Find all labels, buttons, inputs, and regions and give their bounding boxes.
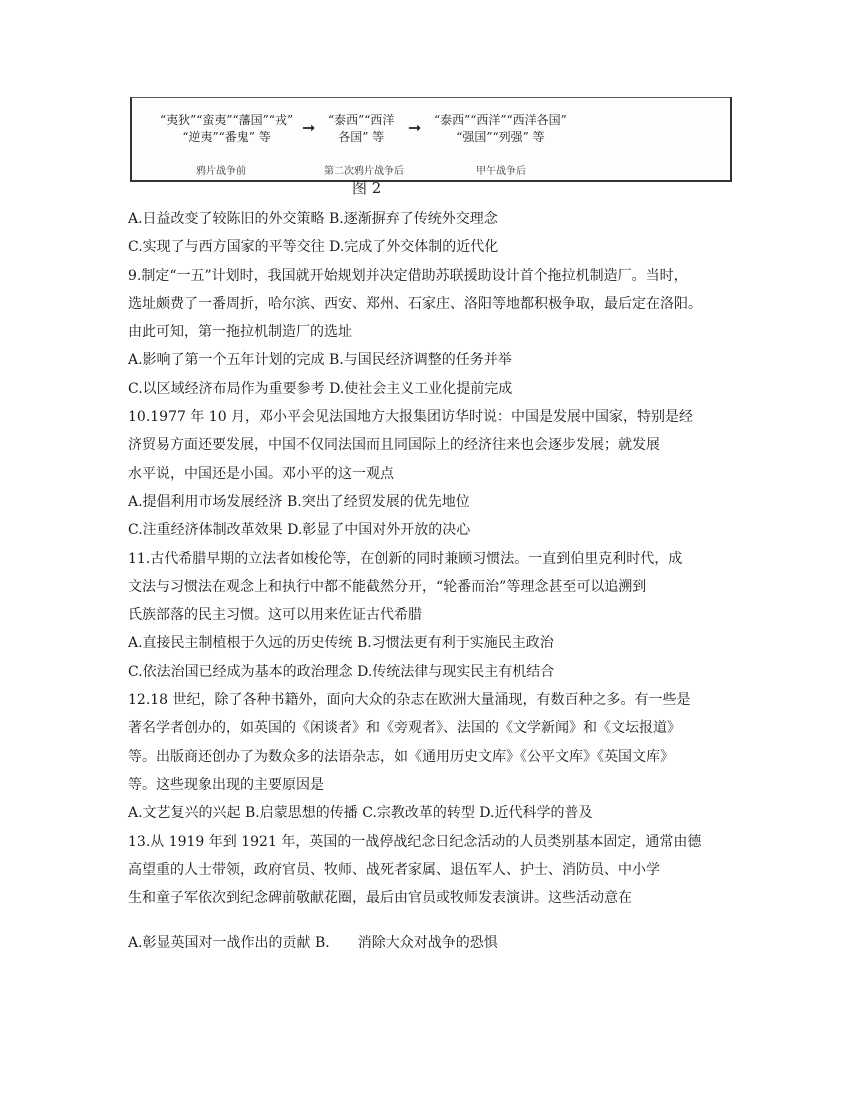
text-line: 高望重的人士带领，政府官员、牧师、战死者家属、退伍军人、护士、消防员、中小学 — [128, 861, 660, 878]
text-line: 著名学者创办的，如英国的《闲谈者》和《旁观者》、法国的《文学新闻》和《文坛报道》 — [128, 720, 681, 737]
text-line: 生和童子军依次到纪念碑前敬献花圈，最后由官员或牧师发表演讲。这些活动意在 — [128, 890, 632, 907]
text-line: A.日益改变了较陈旧的外交策略 B.逐渐摒弃了传统外交理念 — [128, 211, 498, 227]
text-line: 13.从 1919 年到 1921 年，英国的一战停战纪念日纪念活动的人员类别基本固定，通常由德 — [128, 833, 702, 850]
stage1-label: 鸦片战争前 — [196, 166, 246, 177]
text-line: A.提倡利用市场发展经济 B.突出了经贸发展的优先地位 — [128, 493, 470, 510]
text-line: 12.18 世纪，除了各种书籍外，面向大众的杂志在欧洲大量涌现，有数百种之多。有一些是 — [128, 692, 691, 709]
text-line: A.彰显英国对一战作出的贡献 B. 消除大众对战争的恐惧 — [128, 935, 498, 952]
text-line: 等。出版商还创办了为数众多的法语杂志，如《通用历史文库》《公平文库》《英国文库》 — [128, 748, 674, 765]
stage3-line2: “强国”“列强” 等 — [456, 130, 545, 144]
figure-caption: 图 2 — [352, 179, 382, 197]
spacer — [128, 912, 848, 929]
text-line: C.实现了与西方国家的平等交往 D.完成了外交体制的近代化 — [128, 239, 499, 256]
stage1-line1: “夷狄”“蛮夷”“藩国”“戎” — [160, 113, 294, 127]
text-line: C.以区域经济布局作为重要参考 D.使社会主义工业化提前完成 — [128, 380, 513, 397]
stage3-line1: “泰西”“西洋”“西洋各国” — [434, 113, 567, 127]
figure-frame — [130, 97, 732, 182]
text-line: C.注重经济体制改革效果 D.彰显了中国对外开放的决心 — [128, 522, 471, 539]
text-line: 由此可知，第一拖拉机制造厂的选址 — [128, 324, 352, 341]
text-line: 文法与习惯法在观念上和执行中都不能截然分开，“轮番而治”等理念甚至可以追溯到 — [128, 578, 647, 595]
stage2-label: 第二次鸦片战争后 — [324, 166, 404, 177]
arrow-icon: ➞ — [408, 118, 422, 137]
text-line: A.影响了第一个五年计划的完成 B.与国民经济调整的任务并举 — [128, 352, 512, 369]
stage3-label: 甲午战争后 — [476, 166, 526, 177]
stage2-line1: “泰西”“西洋 — [328, 113, 395, 127]
question-text — [128, 205, 848, 958]
arrow-icon: ➞ — [302, 118, 316, 137]
text-line: 9.制定“一五”计划时，我国就开始规划并决定借助苏联援助设计首个拖拉机制造厂。当时， — [128, 267, 688, 284]
text-line: 等。这些现象出现的主要原因是 — [128, 776, 324, 793]
stage1-terms — [160, 112, 293, 146]
figure-2 — [130, 97, 730, 199]
stage2-terms — [328, 112, 394, 146]
stage3-terms — [434, 112, 567, 146]
text-line: 选址颇费了一番周折，哈尔滨、西安、郑州、石家庄、洛阳等地都积极争取，最后定在洛阳。 — [128, 295, 702, 312]
text-line: A.直接民主制植根于久远的历史传统 B.习惯法更有利于实施民主政治 — [128, 635, 554, 652]
text-line: 氏族部落的民主习惯。这可以用来佐证古代希腊 — [128, 607, 422, 624]
text-line: 济贸易方面还要发展，中国不仅同法国而且同国际上的经济往来也会逐步发展；就发展 — [128, 437, 660, 454]
text-line: 水平说，中国还是小国。邓小平的这一观点 — [128, 465, 394, 482]
stage1-line2: “逆夷”“番鬼” 等 — [182, 130, 271, 144]
stage2-line2: 各国” 等 — [338, 130, 385, 144]
text-line: C.依法治国已经成为基本的政治理念 D.传统法律与现实民主有机结合 — [128, 663, 555, 680]
text-line: 11.古代希腊早期的立法者如梭伦等，在创新的同时兼顾习惯法。一直到伯里克利时代，成 — [128, 550, 683, 567]
text-line: 10.1977 年 10 月，邓小平会见法国地方大报集团访华时说：中国是发展中国家，特别是经 — [128, 409, 694, 426]
text-line: A.文艺复兴的兴起 B.启蒙思想的传播 C.宗教改革的转型 D.近代科学的普及 — [128, 805, 593, 822]
